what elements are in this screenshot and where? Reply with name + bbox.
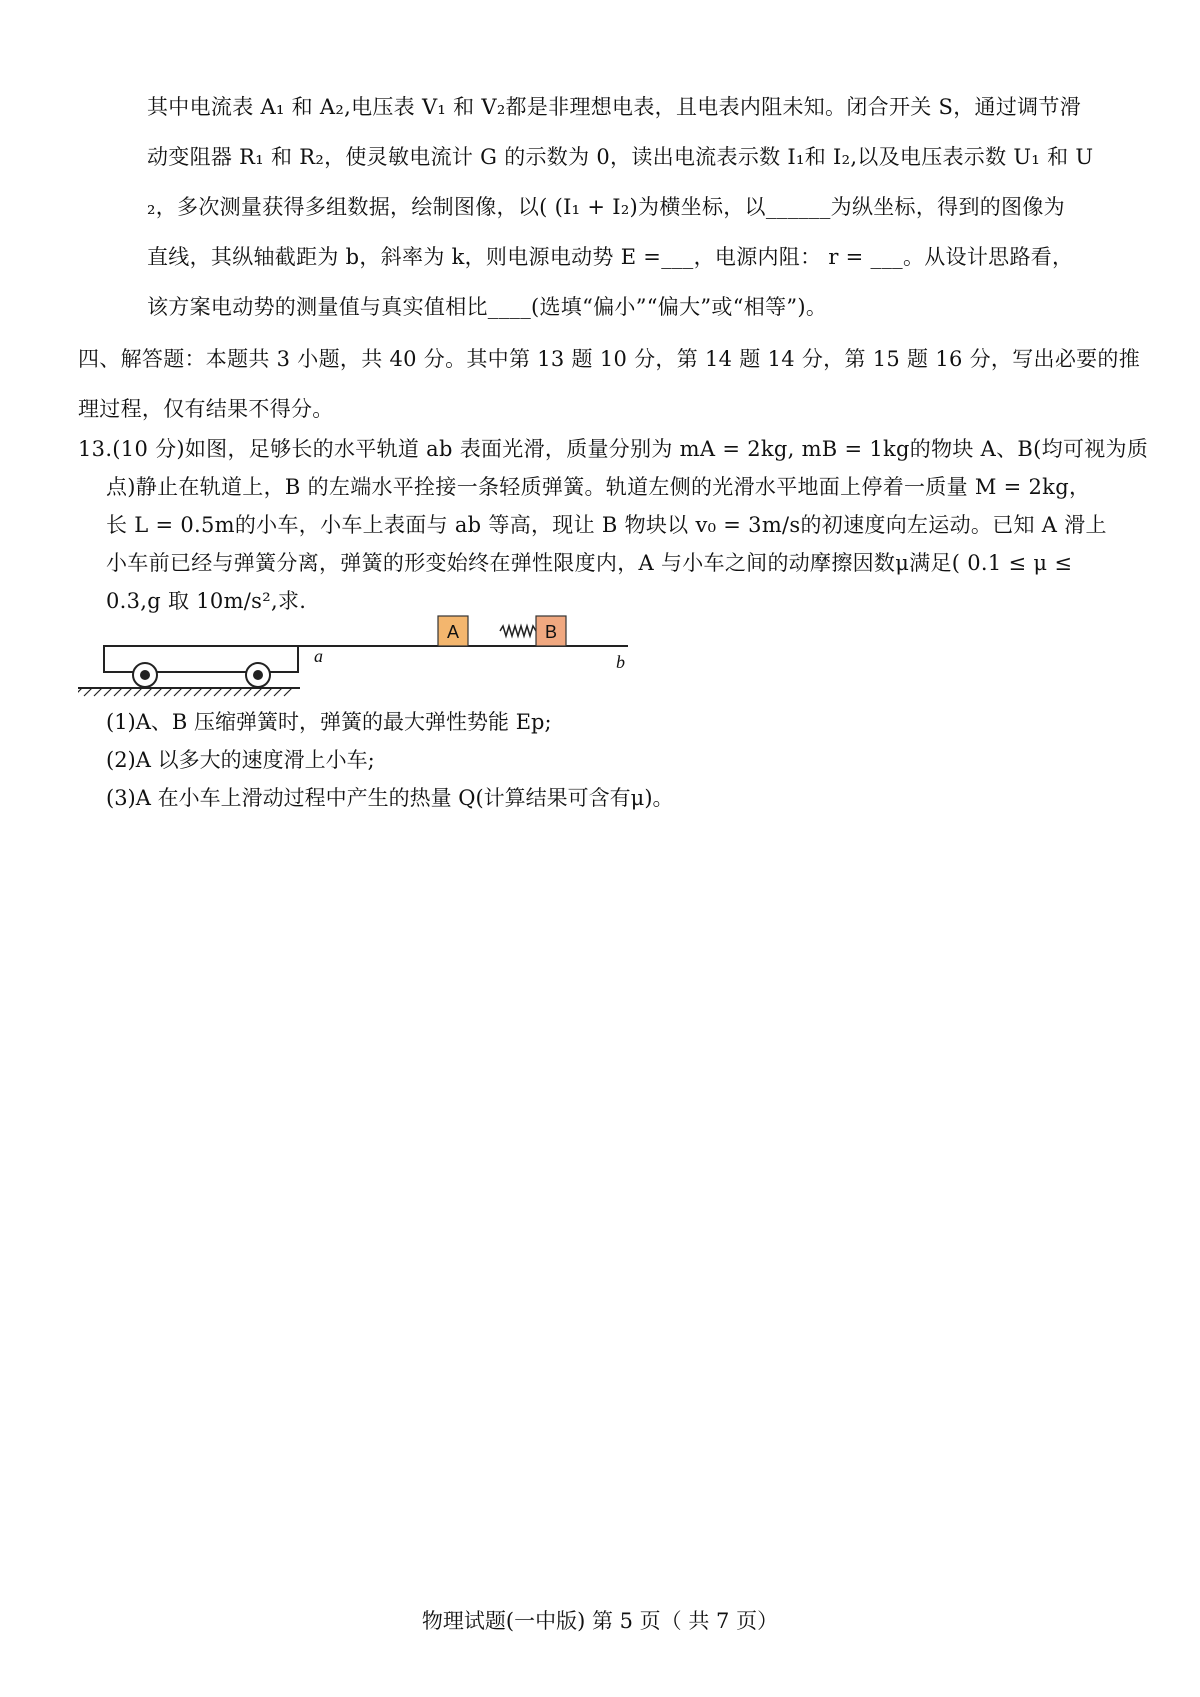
block-b-label: B (544, 622, 558, 642)
point-a-label: a (314, 646, 323, 666)
point-b-label: b (616, 652, 625, 672)
text-line: 理过程，仅有结果不得分。 (78, 397, 334, 421)
text-line: 小车前已经与弹簧分离，弹簧的形变始终在弹性限度内，A 与小车之间的动摩擦因数μ满足( 0.1 ≤ μ ≤ (106, 551, 1073, 575)
wheel-icon (246, 663, 270, 687)
text-line: 动变阻器 R₁ 和 R₂，使灵敏电流计 G 的示数为 0，读出电流表示数 I₁和 I₂,以及电压表示数 U₁ 和 U (147, 145, 1094, 169)
section-heading (78, 334, 1141, 434)
cart-track-diagram (78, 600, 638, 700)
text-line: ₂，多次测量获得多组数据，绘制图像，以( (I₁ + I₂)为横坐标，以______为纵坐标，得到的图像为 (147, 195, 1065, 219)
block-a-label: A (446, 622, 460, 642)
question-13 (78, 430, 1149, 620)
wheel-icon (133, 663, 157, 687)
text-line: 直线，其纵轴截距为 b，斜率为 k，则电源电动势 E =___，电源内阻： r = ___。从设计思路看， (147, 245, 1074, 269)
subquestion-list (106, 703, 1106, 817)
text-line: 四、解答题：本题共 3 小题，共 40 分。其中第 13 题 10 分，第 14 题 14 分，第 15 题 16 分，写出必要的推 (78, 347, 1141, 371)
page-footer: 物理试题(一中版) 第 5 页（ 共 7 页） (421, 1609, 779, 1633)
subquestion: (2)A 以多大的速度滑上小车; (106, 748, 375, 772)
text-line: 长 L = 0.5m的小车，小车上表面与 ab 等高，现让 B 物块以 v₀ = 3m/s的初速度向左运动。已知 A 滑上 (106, 513, 1107, 537)
spring (500, 626, 536, 636)
text-line: 0.3,g 取 10m/s²,求. (106, 589, 307, 613)
text-line: 该方案电动势的测量值与真实值相比____(选填“偏小”“偏大”或“相等”)。 (147, 295, 828, 319)
text-line: 13.(10 分)如图，足够长的水平轨道 ab 表面光滑，质量分别为 mA = 2kg, mB = 1kg的物块 A、B(均可视为质 (78, 437, 1149, 461)
text-line: 其中电流表 A₁ 和 A₂,电压表 V₁ 和 V₂都是非理想电表，且电表内阻未知。闭合开关 S，通过调节滑 (147, 95, 1082, 119)
subquestion: (3)A 在小车上滑动过程中产生的热量 Q(计算结果可含有μ)。 (106, 786, 674, 810)
ground-hatching (78, 688, 292, 696)
text-line: 点)静止在轨道上，B 的左端水平拴接一条轻质弹簧。轨道左侧的光滑水平地面上停着一质量 M = 2kg， (106, 475, 1091, 499)
subquestion: (1)A、B 压缩弹簧时，弹簧的最大弹性势能 Ep; (106, 710, 552, 734)
continuation-paragraph (147, 82, 1122, 332)
